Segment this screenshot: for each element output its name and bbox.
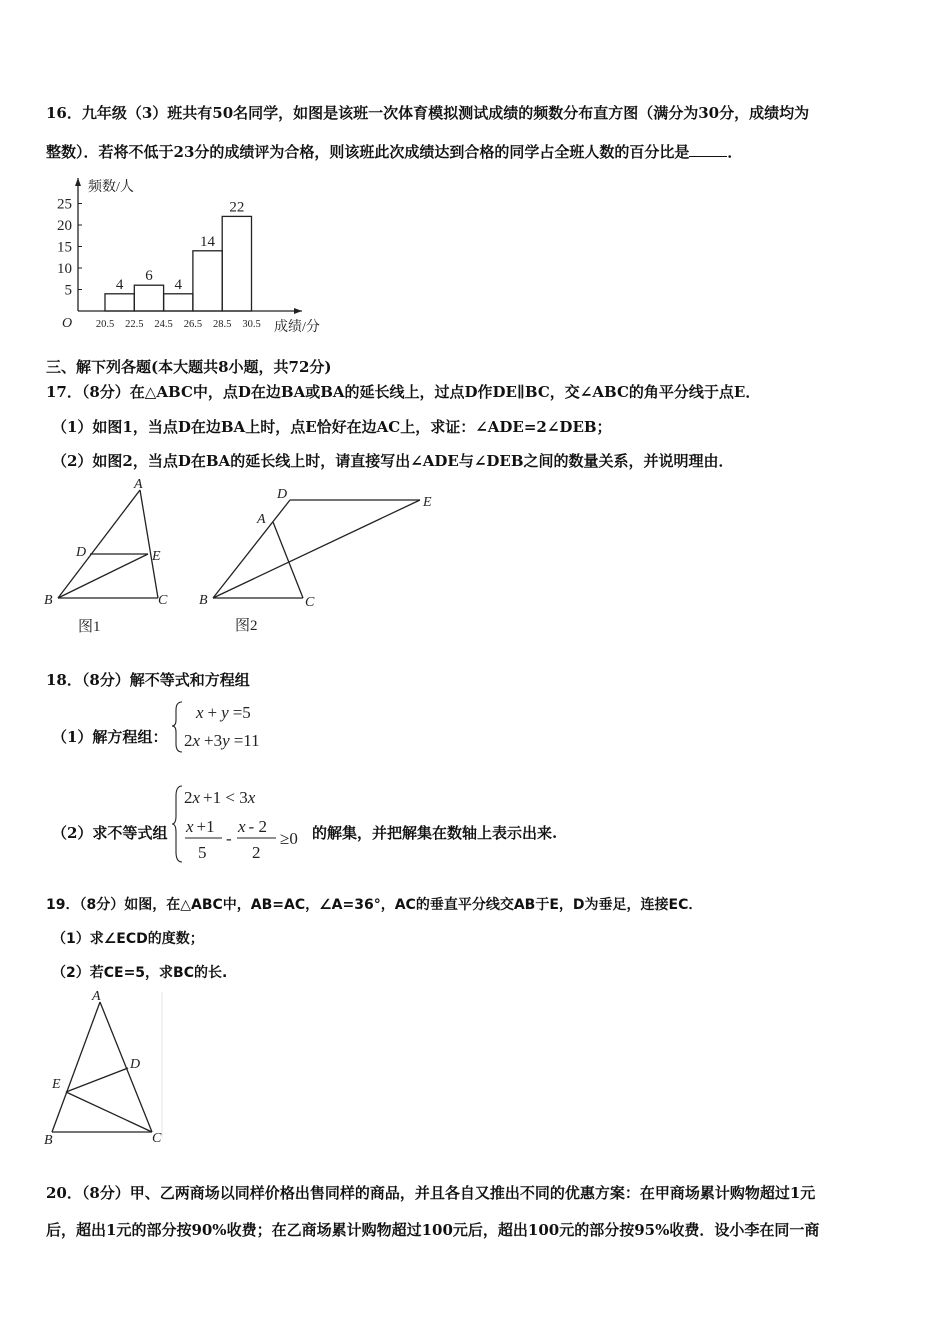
frac1-den: 5 <box>198 843 207 862</box>
histogram-bar <box>105 294 134 311</box>
fig2-caption: 图2 <box>235 618 258 634</box>
fig1-side-ac <box>140 490 158 598</box>
bar-value-label: 4 <box>174 276 182 293</box>
x-axis-arrow <box>294 308 302 314</box>
q18-line-1: 18．（8分）解不等式和方程组 <box>46 671 250 689</box>
q16-line-2 <box>46 141 742 162</box>
fig1-label-b: B <box>44 593 53 608</box>
bar-value-label: 6 <box>145 268 153 285</box>
fig2-segment-be <box>213 500 420 598</box>
eq1-rhs: =5 <box>232 703 251 722</box>
q19-label-a: A <box>92 989 101 1004</box>
q19-label-d: D <box>130 1057 141 1072</box>
y-tick-label: 10 <box>57 261 72 277</box>
x-tick-label: 24.5 <box>154 319 173 330</box>
bar-value-label: 22 <box>229 199 245 216</box>
eq2-rhs: =11 <box>233 731 260 750</box>
q17-line-1: 17．（8分）在△ABC中，点D在边BA或BA的延长线上，过点D作DE∥BC，交∠ABC的角平分线于点E． <box>46 383 761 401</box>
q17-part-2: （2）如图2，当点D在BA的延长线上时，请直接写出∠ADE与∠DEB之间的数量关系，并说明理由． <box>52 452 734 470</box>
fig1-label-d: D <box>76 545 87 560</box>
q19-label-b: B <box>44 1133 53 1148</box>
fig1-side-ab <box>58 490 140 598</box>
q18-part-2-label: （2）求不等式组 <box>52 824 168 842</box>
frac2-den: 2 <box>252 843 261 862</box>
y-tick-label: 5 <box>64 282 72 299</box>
section-3-title: 三、解下列各题(本大题共8小题，共72分) <box>46 358 332 376</box>
ineq1-x2: x <box>247 788 256 807</box>
ineq1-coef: 2 <box>184 788 193 807</box>
histogram-chart <box>40 170 360 350</box>
y-tick-label: 20 <box>57 218 72 234</box>
fig1-caption: 图1 <box>78 619 101 635</box>
fig2-label-c: C <box>305 595 315 610</box>
x-tick-label: 26.5 <box>183 319 203 330</box>
y-tick-label: 15 <box>57 239 72 256</box>
brace <box>172 702 182 752</box>
q18-inequality-system <box>170 782 310 868</box>
y-tick-label: 25 <box>57 196 72 213</box>
eq1-x: x <box>196 703 204 722</box>
bar-value-label: 4 <box>115 276 124 293</box>
q19-part-1: （1）求∠ECD的度数； <box>52 931 204 947</box>
q18-part-2-tail: 的解集，并把解集在数轴上表示出来. <box>312 824 558 842</box>
y-axis-arrow <box>75 178 81 186</box>
q19-side-ac <box>100 1002 152 1132</box>
q20-line-2: 后，超出1元的部分按90%收费；在乙商场累计购物超过100元后，超出100元的部分按95%收费．设小李在同一商 <box>46 1221 820 1239</box>
frac2-num: - 2 <box>248 817 267 836</box>
q19-segment-ed <box>66 1068 128 1092</box>
eq1-y: y <box>221 703 229 722</box>
fig1-label-c: C <box>158 593 168 608</box>
fig2-side-ac <box>273 522 303 598</box>
frac2-num-x: x <box>238 817 246 836</box>
q19-figure <box>40 988 180 1148</box>
svg-text:x- 2 <box>237 817 267 836</box>
q19-label-c: C <box>152 1131 162 1146</box>
q19-line-1: 19．（8分）如图，在△ABC中，AB=AC，∠A=36°，AC的垂直平分线交AB于E，D为垂足，连接EC． <box>46 897 703 913</box>
svg-text:2x+3y=11 <box>184 731 260 750</box>
ineq1-mid: +1 < 3 <box>203 788 248 807</box>
q19-part-2: （2）若CE=5，求BC的长. <box>52 965 228 981</box>
x-tick-label: 22.5 <box>125 319 144 330</box>
q19-side-ab <box>52 1002 100 1132</box>
q19-label-e: E <box>52 1077 61 1092</box>
histogram-bar <box>164 294 193 311</box>
fig1-segment-be <box>58 554 148 598</box>
q16-line-2-end: ． <box>727 143 743 161</box>
bar-value-label: 14 <box>200 233 216 250</box>
eq2-x: x <box>192 731 201 750</box>
q16-line-1: 16．九年级（3）班共有50名同学，如图是该班一次体育模拟测试成绩的频数分布直方图（满分为30分，成绩均为 <box>46 104 810 122</box>
q18-part-1-label: （1）解方程组： <box>52 728 168 746</box>
x-tick-label: 28.5 <box>213 319 232 330</box>
answer-blank <box>689 144 727 157</box>
x-tick-label: 30.5 <box>242 319 261 330</box>
ineq1-x: x <box>192 788 201 807</box>
origin-label: O <box>62 316 73 331</box>
frac1-num: +1 <box>196 817 215 836</box>
brace <box>172 786 182 862</box>
histogram-bar <box>134 285 163 311</box>
svg-text:x+1 <box>185 817 215 836</box>
q17-figure-2 <box>195 478 445 638</box>
x-tick-label: 20.5 <box>95 319 115 330</box>
eq2-y: y <box>222 731 230 750</box>
eq2-coef: 2 <box>184 731 193 750</box>
histogram-bar <box>222 216 251 311</box>
fig2-segment-bd <box>213 500 290 598</box>
fig2-label-e: E <box>423 495 432 510</box>
fig2-label-b: B <box>199 593 208 608</box>
q17-figure-1 <box>40 478 190 638</box>
ineq2-rel: ≥0 <box>280 829 298 848</box>
frac-minus: - <box>226 829 232 848</box>
svg-text:2x+1 < 3x <box>184 788 256 807</box>
eq1-plus: + <box>207 703 218 722</box>
eq2-plus: +3 <box>204 731 223 750</box>
histogram-bars <box>105 216 252 311</box>
q18-equation-system <box>170 698 300 758</box>
fig1-label-e: E <box>152 549 161 564</box>
q20-line-1: 20．（8分）甲、乙两商场以同样价格出售同样的商品，并且各自又推出不同的优惠方案：在甲商场累计购物超过1元 <box>46 1184 816 1202</box>
q16-line-2-text: 整数）．若将不低于23分的成绩评为合格，则该班此次成绩达到合格的同学占全班人数的百分比是 <box>46 143 690 161</box>
svg-text:x+y=5 <box>195 703 251 722</box>
x-axis-title: 成绩/分 <box>274 320 320 335</box>
fig1-label-a: A <box>134 477 143 492</box>
fig2-label-a: A <box>257 512 266 527</box>
frac1-num-x: x <box>186 817 194 836</box>
y-axis-title: 频数/人 <box>88 180 134 195</box>
fig2-label-d: D <box>277 487 288 502</box>
q17-part-1: （1）如图1，当点D在边BA上时，点E恰好在边AC上，求证：∠ADE=2∠DEB； <box>52 418 612 436</box>
histogram-bar <box>193 251 222 311</box>
